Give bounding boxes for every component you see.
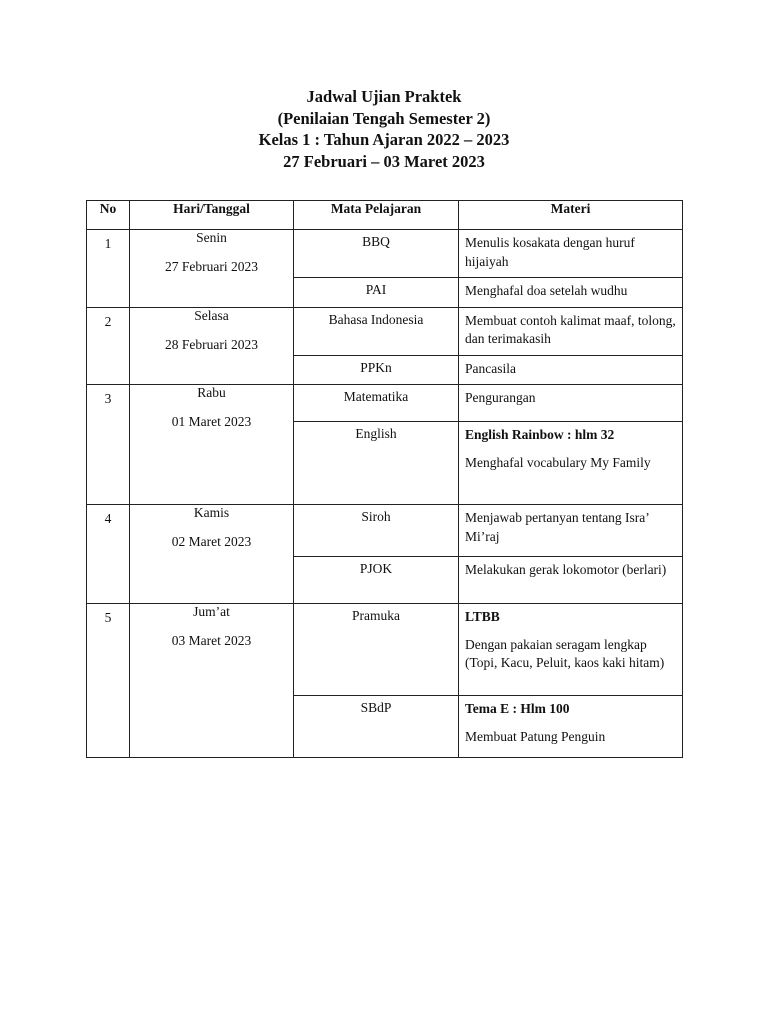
subject-name: SBdP [294, 696, 459, 758]
day-cell [130, 307, 294, 385]
material-text: Dengan pakaian seragam lengkap (Topi, Kacu, Peluit, kaos kaki hitam) [465, 636, 665, 670]
title-line-2: (Penilaian Tengah Semester 2) [277, 108, 491, 128]
header-subject: Mata Pelajaran [294, 201, 459, 230]
table-row [87, 307, 683, 355]
day-name: Jum’at [193, 604, 230, 619]
material-cell [459, 230, 683, 278]
material-text: Menghafal vocabulary My Family [465, 454, 651, 470]
material-text: Membuat Patung Penguin [465, 728, 606, 744]
material-cell [459, 422, 683, 505]
document-title [0, 86, 768, 172]
material-text: Pengurangan [465, 390, 536, 405]
material-heading: English Rainbow : hlm 32 [465, 427, 615, 442]
table-row [87, 604, 683, 696]
header-no: No [87, 201, 130, 230]
material-cell [459, 696, 683, 758]
material-cell [459, 278, 683, 308]
row-number: 4 [87, 505, 130, 604]
material-text: Membuat contoh kalimat maaf, tolong, dan terimakasih [465, 312, 676, 346]
material-cell [459, 355, 683, 385]
schedule-table [86, 200, 683, 758]
day-date: 01 Maret 2023 [171, 414, 252, 429]
material-text: Melakukan gerak lokomotor (berlari) [465, 562, 667, 577]
row-number: 1 [87, 230, 130, 308]
title-line-4: 27 Februari – 03 Maret 2023 [283, 151, 485, 171]
day-cell [130, 230, 294, 308]
subject-name: PPKn [294, 355, 459, 385]
material-cell [459, 385, 683, 422]
header-row [87, 201, 683, 230]
subject-name: Pramuka [294, 604, 459, 696]
subject-name: PAI [294, 278, 459, 308]
material-cell [459, 604, 683, 696]
day-name: Kamis [193, 505, 230, 520]
title-line-3: Kelas 1 : Tahun Ajaran 2022 – 2023 [258, 130, 510, 149]
day-name: Senin [196, 230, 227, 245]
day-name: Selasa [194, 307, 229, 323]
day-cell [130, 385, 294, 505]
subject-name: BBQ [294, 230, 459, 278]
subject-name: English [294, 422, 459, 505]
subject-name: Matematika [294, 385, 459, 422]
material-cell [459, 505, 683, 557]
material-text: Pancasila [465, 360, 516, 376]
subject-name: Bahasa Indonesia [294, 307, 459, 355]
day-cell [130, 505, 294, 604]
subject-name: Siroh [294, 505, 459, 557]
table-row [87, 230, 683, 278]
header-day: Hari/Tanggal [130, 201, 294, 230]
day-date: 27 Februari 2023 [165, 259, 258, 274]
table-row [87, 505, 683, 557]
day-name: Rabu [197, 385, 226, 400]
material-heading: LTBB [465, 609, 500, 624]
title-line-1: Jadwal Ujian Praktek [306, 87, 462, 106]
table-row [87, 385, 683, 422]
row-number: 3 [87, 385, 130, 505]
material-cell [459, 557, 683, 604]
material-heading: Tema E : Hlm 100 [465, 701, 570, 716]
row-number: 2 [87, 307, 130, 385]
material-text: Menjawab pertanyan tentang Isra’ Mi’raj [465, 510, 649, 544]
material-text: Menghafal doa setelah wudhu [465, 283, 628, 298]
day-date: 28 Februari 2023 [165, 336, 258, 352]
day-cell [130, 604, 294, 758]
day-date: 02 Maret 2023 [171, 534, 252, 549]
day-date: 03 Maret 2023 [171, 633, 252, 648]
material-text: Menulis kosakata dengan huruf hijaiyah [465, 235, 635, 269]
material-cell [459, 307, 683, 355]
header-material: Materi [459, 201, 683, 230]
row-number: 5 [87, 604, 130, 758]
subject-name: PJOK [294, 557, 459, 604]
